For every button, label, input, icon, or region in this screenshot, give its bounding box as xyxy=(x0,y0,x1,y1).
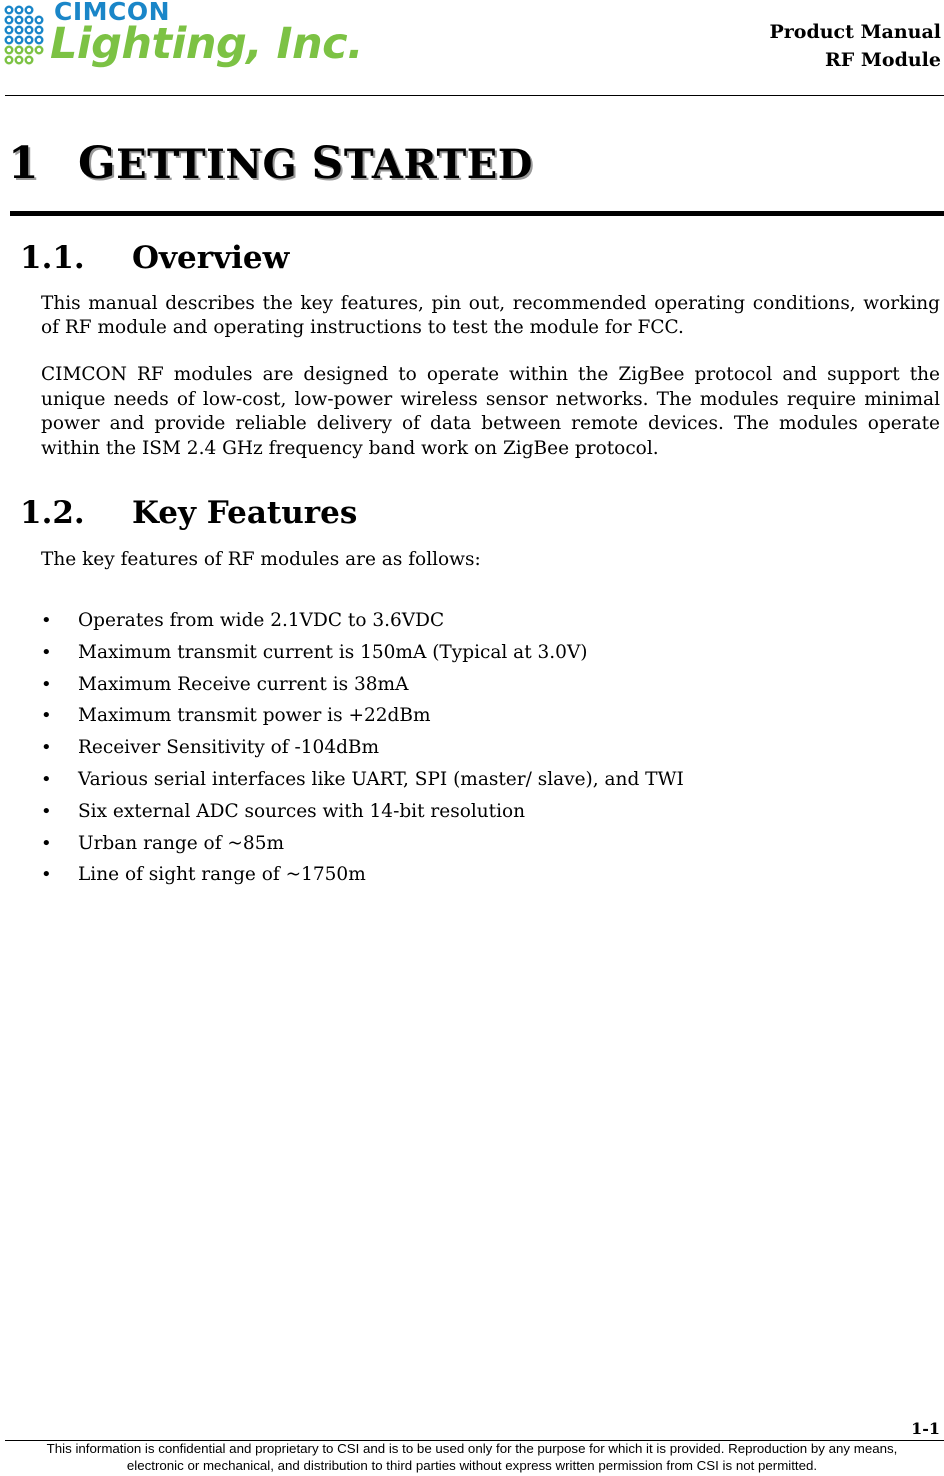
chapter-title-initial-2: S xyxy=(311,138,344,189)
list-item: • Maximum transmit current is 150mA (Typical at 3.0V) xyxy=(41,639,684,671)
company-logo xyxy=(2,0,363,80)
feature-list xyxy=(41,607,684,893)
list-item: • Six external ADC sources with 14-bit resolution xyxy=(41,798,684,830)
chapter-title-rest-2: TARTED xyxy=(343,141,533,188)
list-item: • Urban range of ~85m xyxy=(41,830,684,862)
section-title: Key Features xyxy=(132,495,358,531)
notice-line-1: This information is confidential and proprietary to CSI and is to be used only for the purpose for which it is provided. Reproduction by any means, xyxy=(46,1441,898,1456)
list-item: • Receiver Sensitivity of -104dBm xyxy=(41,734,684,766)
section-heading-overview xyxy=(20,240,289,276)
section-number: 1.1. xyxy=(20,240,85,276)
chapter-number: 1 xyxy=(8,138,39,189)
header-doc-info xyxy=(769,18,941,74)
doc-subtitle: RF Module xyxy=(824,49,941,71)
chapter-title-rest-1: ETTING xyxy=(116,141,298,188)
logo-dots-icon xyxy=(2,2,50,72)
list-item: • Line of sight range of ~1750m xyxy=(41,861,684,893)
list-item: • Various serial interfaces like UART, SPI (master/ slave), and TWI xyxy=(41,766,684,798)
section-number: 1.2. xyxy=(20,495,85,531)
chapter-title-initial-1: G xyxy=(78,138,117,189)
overview-paragraph-2: CIMCON RF modules are designed to operate within the ZigBee protocol and support the unique needs of low-cost, low-power wireless sensor networks. The modules require minimal power and provide reliable delivery of data between remote devices. The modules operate within the ISM 2.4 GHz frequency band work on ZigBee protocol. xyxy=(41,364,940,459)
list-item: • Operates from wide 2.1VDC to 3.6VDC xyxy=(41,607,684,639)
section-heading-key-features xyxy=(20,495,357,531)
list-item: • Maximum transmit power is +22dBm xyxy=(41,702,684,734)
notice-line-2: electronic or mechanical, and distribution to third parties without express written permission from CSI is not permitted. xyxy=(126,1457,818,1473)
section-title: Overview xyxy=(132,240,290,276)
chapter-heading xyxy=(8,138,533,189)
page-number: 1-1 xyxy=(911,1419,940,1438)
header-divider xyxy=(5,95,944,96)
overview-paragraph-1: This manual describes the key features, pin out, recommended operating conditions, working of RF module and operating instructions to test the module for FCC. xyxy=(41,293,940,338)
key-features-intro: The key features of RF modules are as follows: xyxy=(41,549,481,570)
chapter-divider xyxy=(10,211,944,216)
chapter-title xyxy=(78,138,533,189)
logo-cimcon-text: CIMCON xyxy=(54,0,171,26)
list-item: • Maximum Receive current is 38mA xyxy=(41,671,684,703)
confidentiality-notice xyxy=(0,1441,944,1474)
doc-title: Product Manual xyxy=(769,21,941,43)
logo-lighting-text: Lighting, Inc. xyxy=(50,19,363,69)
